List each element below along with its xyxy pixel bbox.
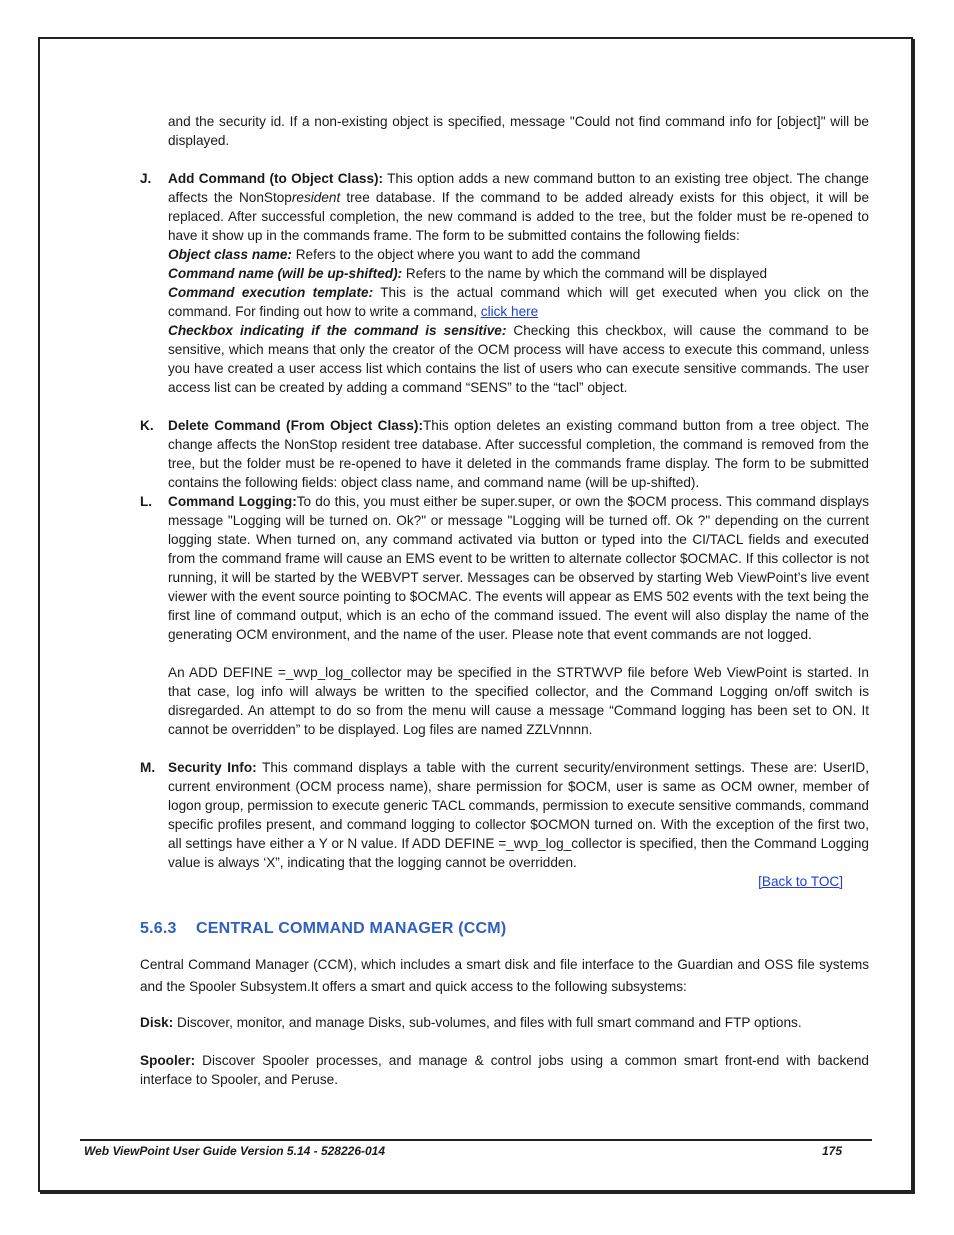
item-k-description: Delete Command (From Object Class):This option deletes an existing command button from a tree object. The change affects the NonStop resident tree database. After successful completion, the command is removed from the tree, but the folder must be re-opened to have it deleted in the commands frame display. The form to be submitted contains the following fields: object class name, and command name (will be up-shifted).: [168, 418, 869, 490]
page-number: 175: [821, 1144, 842, 1158]
item-j-description: Add Command (to Object Class): This option adds a new command button to an existing tree object. The change affects the NonStopresident tree database. If the command to be added already exists for this object, it will be replaced. After successful completion, the new command is added to the tree, but the folder must be re-opened to have it show up in the commands frame. The form to be submitted contains the following fields:: [168, 171, 869, 243]
field-execution-template: Command execution template: This is the actual command which will get executed when you click on the command. For finding out how to write a command, click here: [168, 285, 869, 319]
click-here-link[interactable]: click here: [480, 304, 539, 319]
list-label: K.: [140, 418, 154, 433]
item-m-title: Security Info:: [168, 760, 257, 775]
item-k-title: Delete Command (From Object Class):: [168, 418, 423, 433]
list-label: L.: [140, 494, 153, 509]
section-intro: Central Command Manager (CCM), which includes a smart disk and file interface to the Guardian and OSS file systems and the Spooler Subsystem.It offers a smart and quick access to the following subsystems:: [140, 957, 869, 994]
section-number: 5.6.3: [140, 920, 177, 937]
section-heading: [140, 918, 869, 940]
item-l-define-note: An ADD DEFINE =_wvp_log_collector may be specified in the STRTWVP file before Web ViewPoint is started. In that case, log info will always be written to the specified collector, and the Command Logging on/off switch is disregarded. An attempt to do so from the menu will cause a message “Command logging has been set to ON. It cannot be overridden” to be displayed. Log files are named ZZLVnnnn.: [168, 665, 869, 737]
list-label: M.: [140, 760, 156, 775]
field-command-name: Command name (will be up-shifted): Refers to the name by which the command will be displayed: [168, 266, 768, 281]
item-j-title: Add Command (to Object Class):: [168, 171, 384, 186]
footer-title: Web ViewPoint User Guide Version 5.14 - 528226-014: [84, 1144, 386, 1158]
field-sensitive-checkbox: Checkbox indicating if the command is sensitive: Checking this checkbox, will cause the command to be sensitive, which means that only the creator of the OCM process will have access to execute this command, unless you have created a user access list which contains the list of users who can execute sensitive commands. The user access list can be created by adding a command “SENS” to the “tacl” object.: [168, 323, 869, 395]
back-to-toc-link[interactable]: [Back to TOC]: [758, 874, 843, 889]
back-to-toc-row: [140, 872, 869, 891]
spooler-paragraph: Spooler: Discover Spooler processes, and manage & control jobs using a common smart front-end with backend interface to Spooler, and Peruse.: [140, 1053, 869, 1087]
list-item-k: [140, 416, 869, 492]
continued-paragraph: and the security id. If a non-existing object is specified, message "Could not find command info for [object]" will be displayed.: [168, 114, 869, 148]
page-footer: [84, 1144, 842, 1158]
footer-divider: [80, 1139, 872, 1141]
item-l-title: Command Logging:: [168, 494, 297, 509]
item-m-description: Security Info: This command displays a table with the current security/environment settings. These are: UserID, current environment (OCM process name), share permission for $OCM, user is same as OCM owner, member of logon group, permission to execute generic TACL commands, permission to execute sensitive commands, command specific profiles present, and command logging to collector $OCMON turned on. With the exception of the first two, all settings have either a Y or N value. If ADD DEFINE =_wvp_log_collector is specified, then the Command Logging value is always ‘X”, indicating that the logging cannot be overridden.: [168, 760, 869, 870]
disk-paragraph: Disk: Discover, monitor, and manage Disks, sub-volumes, and files with full smart command and FTP options.: [140, 1015, 802, 1030]
list-label: J.: [140, 171, 152, 186]
item-l-description: Command Logging:To do this, you must either be super.super, or own the $OCM process. This command displays message "Logging will be turned on. Ok?" or message "Logging will be turned off. Ok ?" depending on the current logging state. When turned on, any command activated via button or typed into the CI/TACL fields and executed from the command frame will cause an EMS event to be written to alternate collector $OCMAC. If this collector is not running, it will be started by the WEBVPT server. Messages can be observed by starting Web ViewPoint’s live event viewer with the event source pointing to $OCMAC. The events will appear as EMS 502 events with the text being the first line of command output, which is an echo of the command issued. The event will also display the name of the generating OCM environment, and the name of the user. Please note that event commands are not logged.: [168, 494, 869, 642]
section-title: CENTRAL COMMAND MANAGER (CCM): [196, 920, 507, 937]
document-body: [140, 112, 869, 1089]
list-item-j: [140, 169, 869, 397]
list-item-l: [140, 492, 869, 739]
field-object-class: Object class name: Refers to the object where you want to add the command: [168, 247, 641, 262]
list-item-m: [140, 758, 869, 872]
